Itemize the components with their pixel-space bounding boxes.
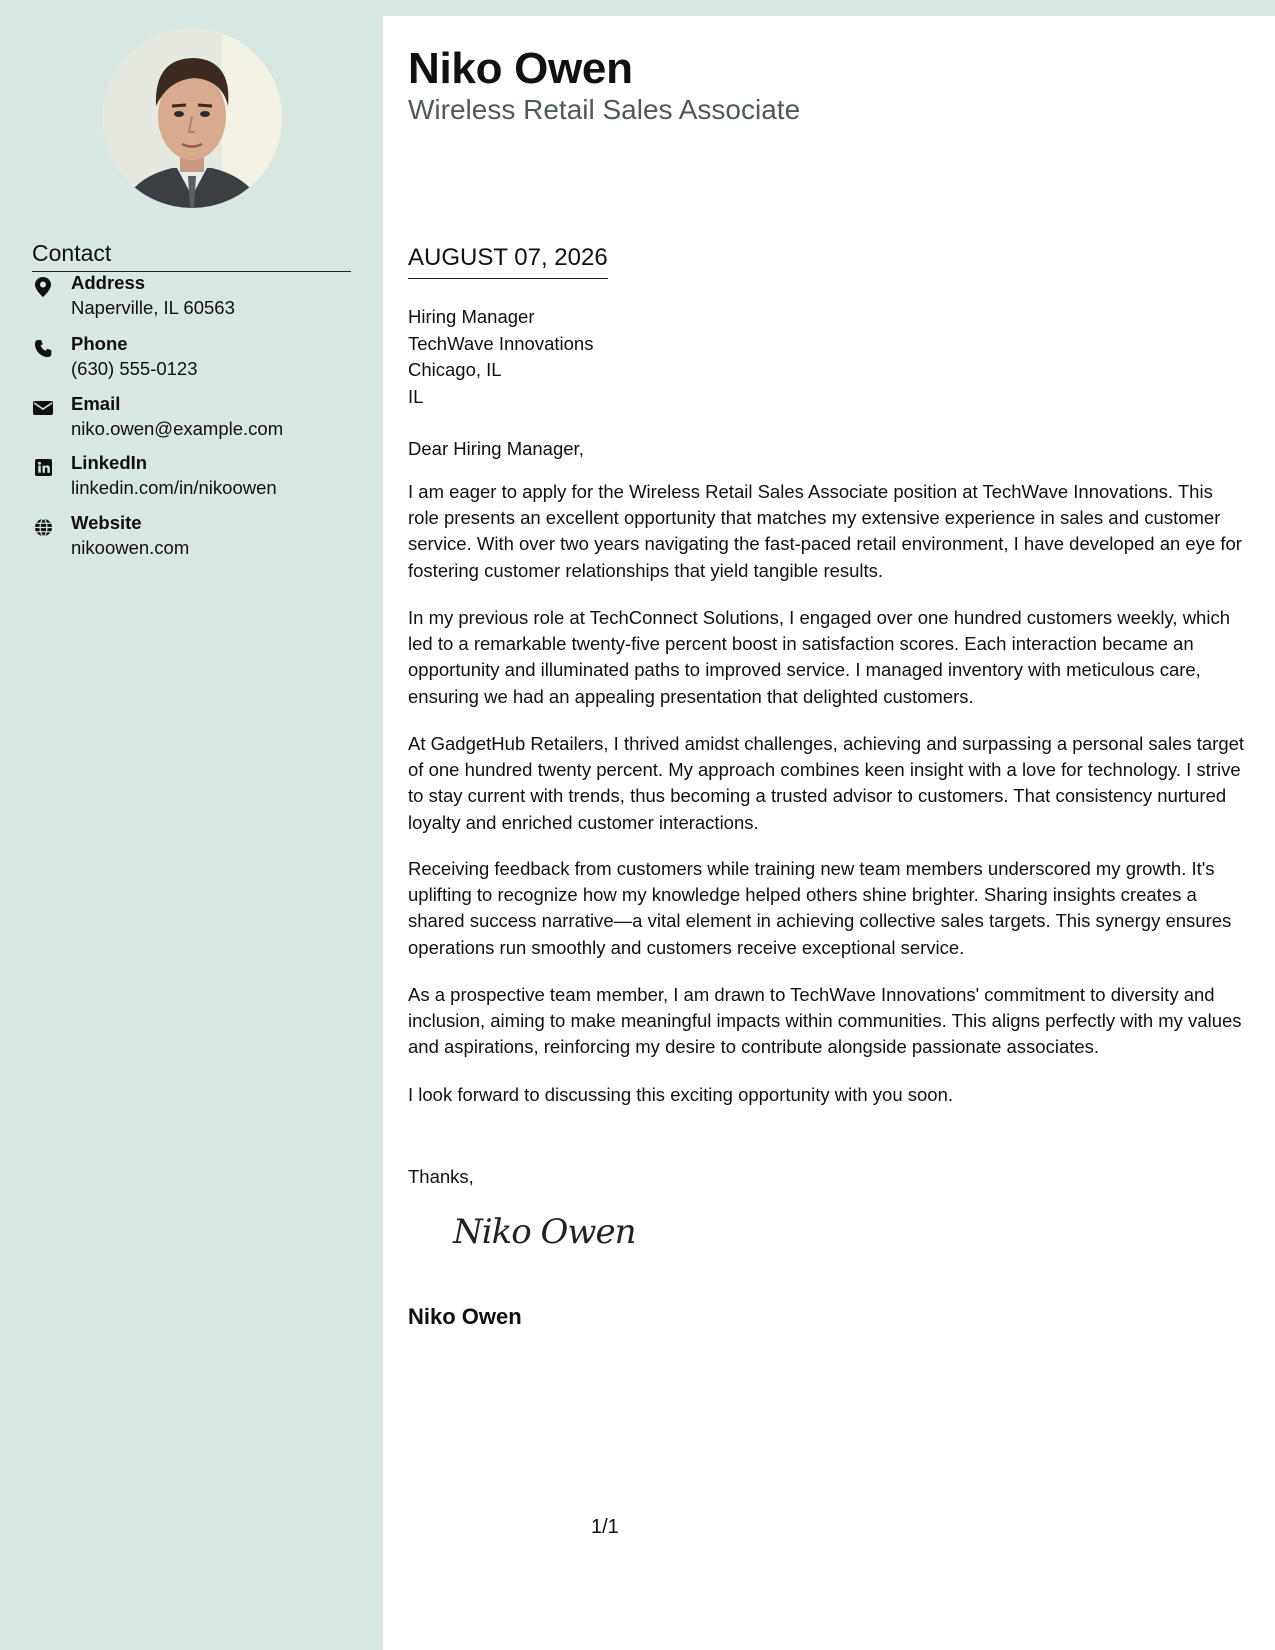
contact-value: (630) 555-0123 [71,358,198,379]
signature-image: Niko Owen [453,1212,636,1252]
body-paragraph: I look forward to discussing this exciting opportunity with you soon. [408,1084,954,1105]
letter-main [383,16,1275,1650]
closing: Thanks, [408,1166,474,1187]
contact-value: nikoowen.com [71,537,190,558]
contact-item-website [32,512,362,566]
applicant-role: Wireless Retail Sales Associate [408,94,801,125]
contact-item-phone [32,333,362,387]
contact-label: Website [71,512,142,533]
body-paragraph: At GadgetHub Retailers, I thrived amidst challenges, achieving and surpassing a personal sales target of one hundred twenty percent. My approach combines keen insight with a love for technology. I strive to stay current with trends, thus becoming a trusted advisor to customers. That consistency nurtured loyalty and enriched customer interactions. [408,733,1245,833]
contact-value: Naperville, IL 60563 [71,297,235,318]
body-paragraph: I am eager to apply for the Wireless Retail Sales Associate position at TechWave Innovations. This role presents an excellent opportunity that matches my extensive experience in sales and customer service. With over two years navigating the fast-paced retail environment, I have developed an eye for fostering customer relationships that yield tangible results. [408,481,1242,581]
body-paragraph: As a prospective team member, I am drawn to TechWave Innovations' commitment to diversity and inclusion, aiming to make meaningful impacts within communities. This aligns perfectly with my values and aspirations, reinforcing my desire to contribute alongside passionate associates. [408,984,1242,1058]
linkedin-icon [32,456,54,478]
letter-date: AUGUST 07, 2026 [408,244,608,279]
contact-item-email [32,393,362,447]
portrait-icon [102,28,282,208]
avatar [102,28,282,208]
applicant-name: Niko Owen [408,44,633,93]
envelope-icon [32,397,54,419]
recipient-line: Chicago, IL [408,359,502,380]
contact-item-address [32,272,362,326]
signer-name: Niko Owen [408,1304,522,1329]
recipient-block [408,304,593,410]
contact-label: LinkedIn [71,452,148,473]
recipient-line: Hiring Manager [408,306,535,327]
contact-value: niko.owen@example.com [71,418,284,439]
contact-heading: Contact [32,240,351,272]
page-number: 1/1 [591,1516,619,1538]
recipient-line: IL [408,385,424,407]
contact-label: Phone [71,333,128,354]
contact-value: linkedin.com/in/nikoowen [71,477,277,498]
phone-icon [32,337,54,359]
recipient-line: TechWave Innovations [408,332,594,354]
sidebar [0,0,383,1650]
contact-label: Address [71,272,146,293]
globe-icon [32,516,54,538]
salutation: Dear Hiring Manager, [408,438,584,459]
map-pin-icon [32,276,54,298]
body-paragraph: In my previous role at TechConnect Solutions, I engaged over one hundred customers weekly, which led to a remarkable twenty-five percent boost in satisfaction scores. Each interaction became an opportunity and illuminated paths to improved service. I managed inventory with meticulous care, ensuring we had an appealing presentation that delighted customers. [408,607,1230,707]
contact-label: Email [71,393,121,414]
contact-item-linkedin [32,452,362,506]
body-paragraph: Receiving feedback from customers while training new team members underscored my growth. It's uplifting to recognize how my knowledge helped others shine brighter. Sharing insights creates a shared success narrative—a vital element in achieving collective sales targets. This synergy ensures operations run smoothly and customers receive exceptional service. [408,858,1232,958]
